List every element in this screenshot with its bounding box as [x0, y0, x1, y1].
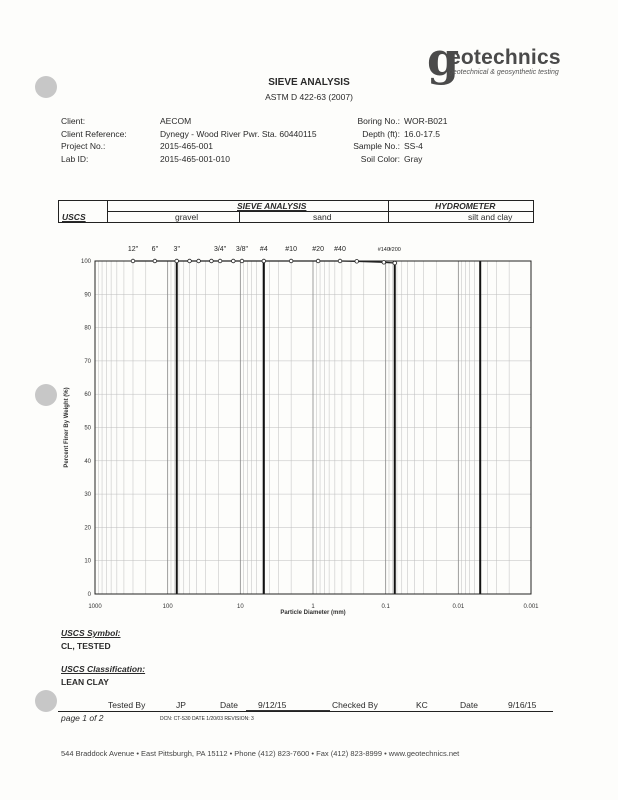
sieve-label: #10	[285, 246, 297, 253]
y-tick-label: 60	[84, 392, 91, 399]
y-tick-label: 30	[84, 492, 91, 499]
y-tick-labels	[81, 259, 92, 598]
data-point	[197, 259, 201, 263]
sieve-label: 6"	[151, 246, 159, 253]
data-point	[131, 259, 135, 263]
depth-value: 16.0-17.5	[404, 128, 440, 139]
logo-word: eotechnics	[449, 46, 561, 69]
hydrometer-heading: HYDROMETER	[435, 201, 496, 211]
soil-color-value: Gray	[404, 153, 423, 164]
company-address: 544 Braddock Avenue • East Pittsburgh, PA 15112 • Phone (412) 823-7600 • Fax (412) 823-8999 • www.geotechnics.net	[61, 749, 460, 758]
y-tick-label: 40	[84, 458, 91, 465]
data-point	[153, 259, 157, 263]
data-point	[175, 259, 179, 263]
sieve-analysis-heading: SIEVE ANALYSIS	[237, 201, 307, 211]
sieve-label: 3"	[173, 246, 180, 253]
project-no-value: 2015-465-001	[160, 141, 213, 151]
tested-date-label: Date	[220, 700, 238, 710]
client-reference-label: Client Reference:	[61, 128, 127, 139]
sieve-label: 3/8"	[235, 246, 249, 253]
gravel-label: gravel	[175, 212, 199, 222]
document-code: DCN: CT-S30 DATE 1/20/03 REVISION: 3	[160, 716, 254, 722]
data-point	[262, 259, 266, 263]
silt-clay-label: silt and clay	[468, 212, 513, 222]
uscs-classification-heading: USCS Classification:	[61, 664, 146, 674]
data-point	[218, 259, 222, 263]
sample-no-value: SS-4	[404, 141, 423, 151]
sieve-label: #40	[334, 246, 346, 253]
data-point	[289, 259, 293, 263]
sieve-label: #200	[388, 247, 401, 253]
tested-by-value: JP	[176, 700, 186, 710]
data-point	[240, 259, 244, 263]
y-axis-label: Percent Finer By Weight (%)	[64, 387, 70, 468]
tested-by-label: Tested By	[108, 700, 146, 710]
y-tick-label: 100	[80, 259, 91, 265]
page-title: SIEVE ANALYSIS	[268, 77, 350, 88]
y-tick-label: 90	[84, 292, 91, 299]
data-point	[231, 259, 235, 263]
y-tick-label: 10	[84, 558, 91, 565]
x-tick-label: 0.001	[523, 604, 539, 610]
x-tick-label: 1000	[88, 604, 102, 610]
lab-id-value: 2015-465-001-010	[160, 153, 230, 164]
x-tick-label: 0.01	[452, 604, 465, 610]
boring-no-label: Boring No.:	[357, 116, 400, 126]
sieve-labels	[128, 246, 401, 253]
tested-date-value: 9/12/15	[258, 700, 287, 710]
logo-g: g	[427, 32, 460, 86]
checked-by-label: Checked By	[332, 700, 378, 710]
client-label: Client:	[61, 116, 86, 126]
sieve-label: #4	[259, 246, 268, 253]
x-tick-label: 100	[162, 604, 173, 610]
sieve-label: #140	[377, 247, 390, 253]
signoff-rule	[58, 711, 553, 712]
sieve-label: 3/4"	[213, 246, 227, 253]
sieve-label: 12"	[127, 246, 139, 253]
page-number: page 1 of 2	[61, 713, 104, 723]
y-tick-label: 20	[84, 525, 91, 532]
checked-date-label: Date	[460, 700, 478, 710]
client-reference-value: Dynegy - Wood River Pwr. Sta. 60440115	[160, 128, 317, 139]
boring-no-value: WOR-B021	[404, 116, 448, 126]
y-tick-label: 80	[84, 325, 91, 332]
x-tick-label: 0.1	[381, 604, 390, 610]
sample-no-label: Sample No.:	[353, 141, 400, 151]
sand-label: sand	[313, 212, 332, 222]
uscs-symbol-heading: USCS Symbol:	[61, 628, 121, 638]
project-no-label: Project No.:	[61, 141, 106, 151]
soil-color-label: Soil Color:	[360, 153, 400, 164]
y-tick-label: 50	[84, 425, 91, 432]
test-standard: ASTM D 422-63 (2007)	[265, 92, 353, 102]
uscs-heading: USCS	[62, 212, 86, 222]
x-axis-label: Particle Diameter (mm)	[280, 610, 346, 616]
depth-label: Depth (ft):	[362, 128, 400, 139]
checked-by-value: KC	[416, 700, 428, 710]
data-point	[316, 259, 320, 263]
x-tick-label: 1	[311, 604, 315, 610]
data-point	[188, 259, 192, 263]
data-point	[393, 261, 397, 265]
uscs-classification-value: LEAN CLAY	[61, 677, 109, 687]
data-point	[382, 261, 386, 265]
x-tick-label: 10	[236, 604, 244, 610]
data-point	[210, 259, 214, 263]
data-point	[338, 259, 342, 263]
uscs-symbol-value: CL, TESTED	[61, 641, 111, 651]
y-tick-label: 0	[87, 592, 91, 598]
checked-date-value: 9/16/15	[508, 700, 537, 710]
data-point	[355, 260, 359, 264]
y-tick-label: 70	[84, 358, 91, 365]
lab-id-label: Lab ID:	[61, 153, 89, 164]
logo-tagline: geotechnical & geosynthetic testing	[449, 69, 559, 76]
sieve-label: #20	[312, 246, 324, 253]
client-value: AECOM	[160, 116, 192, 126]
